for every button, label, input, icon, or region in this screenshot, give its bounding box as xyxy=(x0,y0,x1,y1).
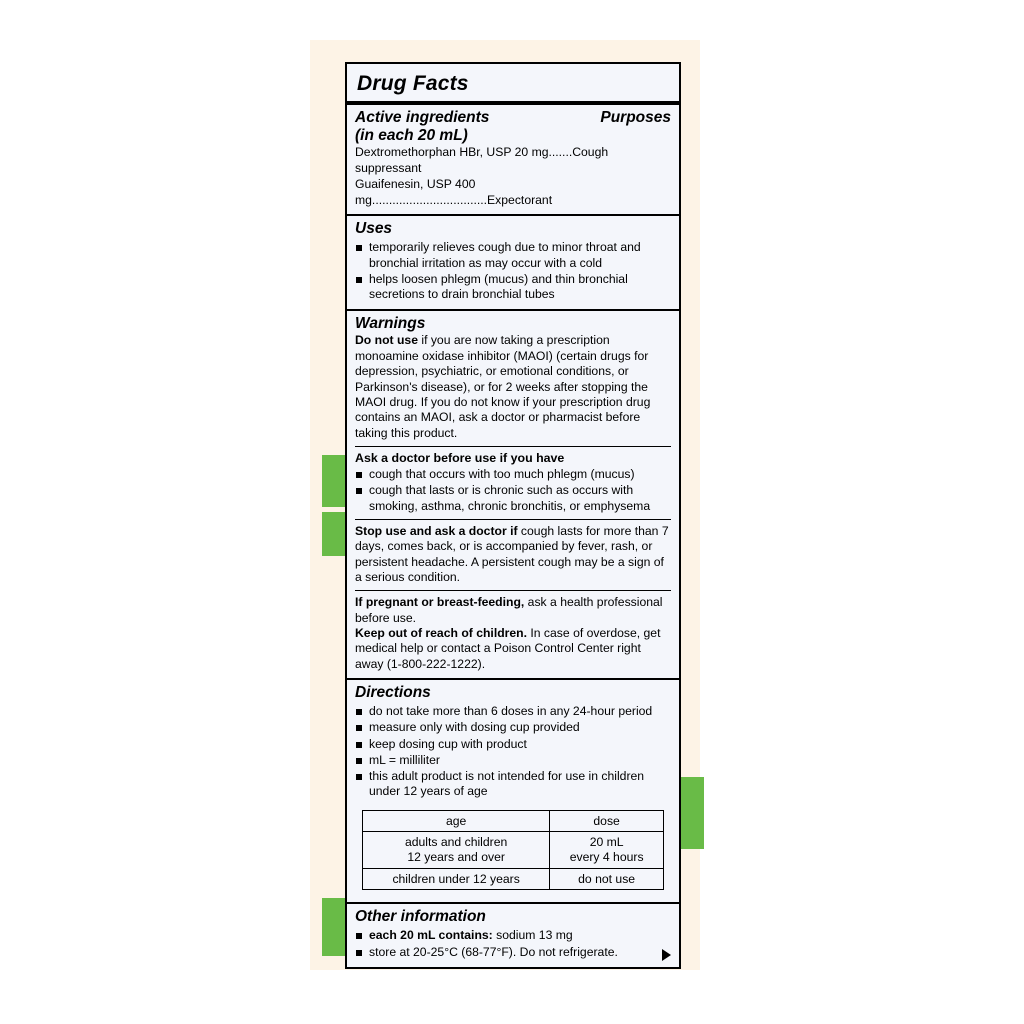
directions-item: keep dosing cup with product xyxy=(355,737,671,752)
active-ingredient-line-2: Guaifenesin, USP 400 mg..................................Expectorant xyxy=(355,176,553,207)
table-header-age: age xyxy=(363,810,550,832)
directions-list xyxy=(355,704,671,800)
uses-section xyxy=(347,216,679,309)
uses-list xyxy=(355,240,671,302)
warnings-do-not-use xyxy=(355,333,671,441)
active-ingredients-subheading: (in each 20 mL) xyxy=(355,127,468,144)
directions-section xyxy=(347,680,679,902)
other-information-item xyxy=(355,928,671,943)
table-header-row xyxy=(363,810,664,832)
divider-warnings-3 xyxy=(355,590,671,591)
ask-doctor-list xyxy=(355,467,671,514)
table-cell-age: children under 12 years xyxy=(363,868,550,890)
pregnant-paragraph xyxy=(355,595,671,626)
dose-line-1: 20 mL xyxy=(589,835,624,850)
uses-heading: Uses xyxy=(355,220,393,238)
other-information-section xyxy=(347,904,679,967)
divider-warnings-2 xyxy=(355,519,671,520)
table-header-dose: dose xyxy=(550,810,664,832)
other-information-list xyxy=(355,928,671,960)
uses-item: helps loosen phlegm (mucus) and thin bronchial secretions to drain bronchial tubes xyxy=(355,272,671,303)
do-not-use-text: if you are now taking a prescription monoamine oxidase inhibitor (MAOI) (certain drugs for depression, psychiatric, or emotional conditions, or Parkinson's disease), or for 2 weeks after stopping the MAOI drug. If you do not know if your prescription drug contains an MAOI, ask a doctor or pharmacist before taking this product. xyxy=(355,333,651,440)
table-cell-age xyxy=(363,832,550,868)
other-information-heading: Other information xyxy=(355,908,486,926)
pregnant-text: ask a health professional before use. xyxy=(355,595,663,625)
other-info-text-2: store at 20-25°C (68-77°F). Do not refrigerate. xyxy=(369,944,618,959)
warnings-heading: Warnings xyxy=(355,315,426,333)
stop-use-label: Stop use and ask a doctor if xyxy=(355,523,518,538)
ask-doctor-item: cough that occurs with too much phlegm (mucus) xyxy=(355,467,671,482)
keep-out-of-reach-paragraph xyxy=(355,626,671,672)
other-info-bold-1: each 20 mL contains: xyxy=(369,928,493,943)
active-ingredients-heading: Active ingredients xyxy=(355,109,490,126)
directions-item: measure only with dosing cup provided xyxy=(355,720,671,735)
directions-item: this adult product is not intended for use in children under 12 years of age xyxy=(355,769,671,800)
page-title: Drug Facts xyxy=(357,72,469,95)
pregnant-label: If pregnant or breast-feeding, xyxy=(355,595,525,610)
continuation-arrow-icon xyxy=(662,949,671,961)
drug-facts-panel xyxy=(345,62,681,969)
directions-item: do not take more than 6 doses in any 24-hour period xyxy=(355,704,671,719)
divider-warnings-1 xyxy=(355,446,671,447)
directions-item: mL = milliliter xyxy=(355,753,671,768)
dosage-table xyxy=(362,810,664,891)
stop-use-paragraph xyxy=(355,524,671,586)
age-line-1: adults and children xyxy=(404,835,508,850)
active-ingredient-line-1: Dextromethorphan HBr, USP 20 mg.......Cough suppressant xyxy=(355,145,609,175)
directions-heading: Directions xyxy=(355,684,431,702)
ask-doctor-item: cough that lasts or is chronic such as occurs with smoking, asthma, chronic bronchitis, or emphysema xyxy=(355,483,671,514)
age-line-2: 12 years and over xyxy=(407,849,505,864)
table-row xyxy=(363,868,664,890)
uses-item: temporarily relieves cough due to minor throat and bronchial irritation as may occur with a cold xyxy=(355,240,671,271)
ask-doctor-heading: Ask a doctor before use if you have xyxy=(355,451,565,466)
table-cell-dose xyxy=(550,832,664,868)
other-info-text-1: sodium 13 mg xyxy=(492,928,573,943)
stop-use-text: cough lasts for more than 7 days, comes back, or is accompanied by fever, rash, or persistent headache. A persistent cough may be a sign of a serious condition. xyxy=(355,523,669,584)
dose-line-2: every 4 hours xyxy=(569,849,644,864)
active-ingredients-section xyxy=(347,105,679,214)
warnings-section xyxy=(347,311,679,678)
table-cell-dose: do not use xyxy=(550,868,664,890)
keep-out-of-reach-text: In case of overdose, get medical help or contact a Poison Control Center right away (1-800-222-1222). xyxy=(355,626,661,671)
table-row xyxy=(363,832,664,868)
other-information-item xyxy=(355,945,671,960)
do-not-use-label: Do not use xyxy=(355,333,418,348)
purposes-heading: Purposes xyxy=(600,109,671,126)
keep-out-of-reach-label: Keep out of reach of children. xyxy=(355,626,527,641)
